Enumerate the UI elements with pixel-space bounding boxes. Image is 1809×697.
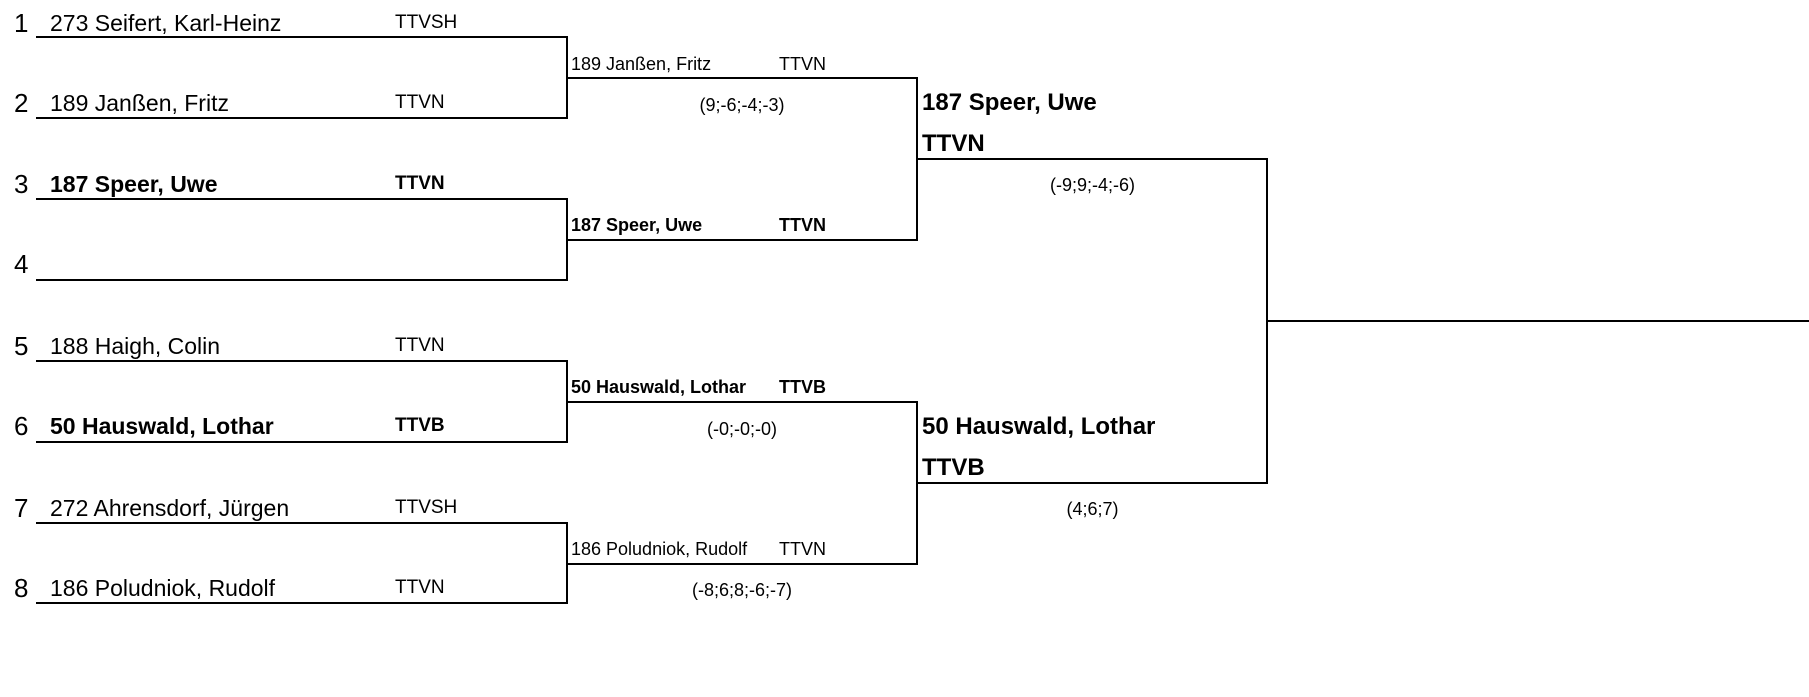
player-name: 188 Haigh, Colin [50,333,221,359]
club-name: TTVSH [395,497,458,518]
player-name: 187 Speer, Uwe [571,215,703,235]
seed-number: 4 [14,249,29,279]
final-line [1266,320,1809,322]
player-name: 187 Speer, Uwe [50,171,218,197]
slot-line [566,239,918,241]
slot-line [566,401,918,403]
slot-line [566,77,918,79]
club-name: TTVN [779,215,826,235]
slot-line [36,522,568,524]
slot-line [36,360,568,362]
club-name: TTVN [395,92,445,113]
player-name: 50 Hauswald, Lothar [922,413,1156,440]
slot-line [36,117,568,119]
slot-line [36,602,568,604]
club-name: TTVB [779,377,826,397]
club-name: TTVN [779,539,826,559]
slot-line [916,482,1268,484]
club-name: TTVN [395,335,445,356]
club-name: TTVN [779,54,826,74]
player-name: 273 Seifert, Karl-Heinz [50,10,282,36]
slot-line [916,158,1268,160]
seed-number: 3 [14,169,29,199]
player-name: 186 Poludniok, Rudolf [571,540,748,558]
match-score: (-9;9;-4;-6) [1049,175,1136,195]
club-name: TTVN [922,130,985,157]
seed-number: 6 [14,411,29,441]
player-name: 189 Janßen, Fritz [571,54,712,74]
seed-number: 1 [14,8,29,38]
seed-number: 7 [14,493,29,523]
slot-line [36,279,568,281]
club-name: TTVN [395,577,445,598]
player-name: 272 Ahrensdorf, Jürgen [50,495,290,521]
seed-number: 5 [14,331,29,361]
player-name: 189 Janßen, Fritz [50,90,229,116]
player-name: 50 Hauswald, Lothar [571,377,747,397]
club-name: TTVB [395,415,445,436]
match-score: (9;-6;-4;-3) [699,95,785,115]
match-score: (4;6;7) [1066,499,1119,519]
player-name: 50 Hauswald, Lothar [50,413,274,439]
slot-line [36,198,568,200]
club-name: TTVN [395,173,445,194]
slot-line [36,441,568,443]
player-name: 186 Poludniok, Rudolf [50,575,276,601]
match-score: (-0;-0;-0) [706,419,777,439]
seed-number: 2 [14,88,29,118]
club-name: TTVB [922,454,985,481]
seed-number: 8 [14,573,29,603]
club-name: TTVSH [395,12,458,33]
match-score: (-8;6;8;-6;-7) [691,580,793,600]
player-name: 187 Speer, Uwe [922,89,1097,116]
slot-line [36,36,568,38]
slot-line [566,563,918,565]
